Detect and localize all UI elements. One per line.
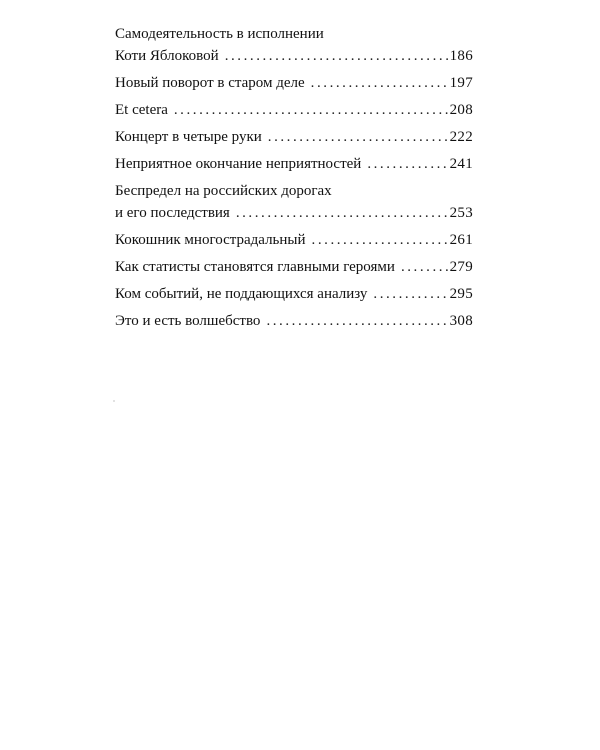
toc-entry-title-line [115,257,473,277]
toc-entry-title: Концерт в четыре руки [115,129,262,145]
toc-entry-title: Это и есть волшебство [115,313,261,329]
toc-entry-title-line [115,181,473,201]
toc-entry-title: Кокошник многострадальный [115,232,306,248]
toc-entry [115,100,473,120]
toc-entry [115,311,473,331]
page-number: 241 [449,156,473,172]
toc-entry-title: Неприятное окончание неприятностей [115,156,362,172]
toc-entry-title-line [115,127,473,147]
dot-leader [367,154,447,174]
page-number: 279 [449,259,473,275]
toc-entry [115,154,473,174]
table-of-contents [115,24,473,338]
dot-leader [311,73,448,93]
toc-entry-title-line [115,100,473,120]
toc-entry-title-line [115,46,473,66]
toc-entry-title-line [115,24,473,44]
toc-entry [115,257,473,277]
toc-entry-title: и его последствия [115,205,230,221]
dot-leader [174,100,448,120]
toc-entry-title: Беспредел на российских дорогах [115,183,332,199]
dot-leader [373,284,447,304]
page-number: 197 [449,75,473,91]
toc-entry-title: Самодеятельность в исполнении [115,26,324,42]
page-number: 261 [449,232,473,248]
page-number: 253 [449,205,473,221]
toc-entry-title: Et cetera [115,102,168,118]
dot-leader [312,230,448,250]
paper-speck [113,400,115,402]
dot-leader [401,257,448,277]
page-number: 186 [449,48,473,64]
dot-leader [236,203,448,223]
toc-entry-title: Коти Яблоковой [115,48,219,64]
toc-entry [115,24,473,66]
page-number: 222 [449,129,473,145]
page-number: 308 [449,313,473,329]
toc-entry-title-line [115,230,473,250]
dot-leader [225,46,448,66]
dot-leader [268,127,448,147]
toc-entry [115,284,473,304]
toc-entry [115,230,473,250]
toc-entry-title-line [115,203,473,223]
toc-entry-title: Новый поворот в старом деле [115,75,305,91]
toc-entry-title: Ком событий, не поддающихся анализу [115,286,368,302]
toc-entry [115,73,473,93]
toc-entry-title-line [115,311,473,331]
dot-leader [266,311,447,331]
page-number: 295 [449,286,473,302]
page-number: 208 [449,102,473,118]
toc-entry [115,181,473,223]
toc-entry-title-line [115,73,473,93]
toc-entry-title: Как статисты становятся главными героями [115,259,395,275]
toc-entry-title-line [115,154,473,174]
toc-entry [115,127,473,147]
toc-entry-title-line [115,284,473,304]
